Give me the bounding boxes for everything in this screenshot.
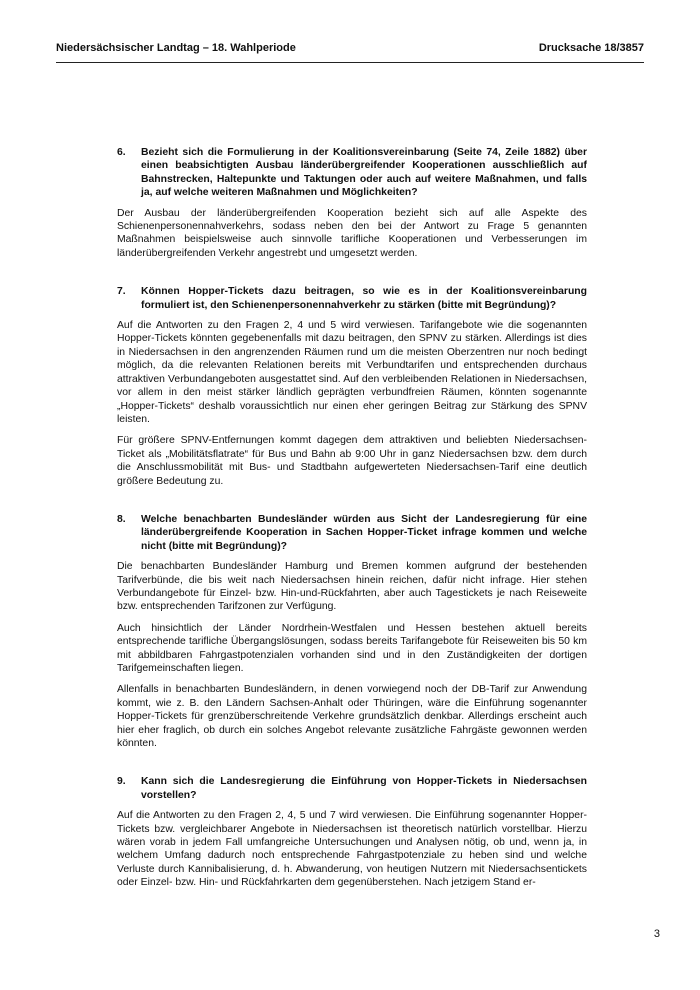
question-number: 8. [117, 513, 126, 525]
header-document-number: Drucksache 18/3857 [538, 42, 644, 54]
question [117, 513, 587, 553]
document-body [117, 146, 587, 915]
answer-paragraph: Auf die Antworten zu den Fragen 2, 4, 5 und 7 wird verwiesen. Die Einführung sogenannter Hopper-Tickets bzw. vergleichbarer Angebote in Niedersachsen ist theoretisch natürlich vorstellbar. Hierzu wären vorab in jedem Fall umfangreiche Untersuchungen und Analysen nötig, ob und, wenn ja, in welchem Umfang dadurch noch entsprechende Fahrgastpotenziale zu heben sind und welche Verluste durch Kannibalisierung, d. h. Abwanderung, von heutigen Nutzern mit Niedersachsentickets oder Einzel- bzw. Hin- und Rückfahrkarten dem gegenüberstehen. Nach jetzigem Stand er- [117, 810, 587, 889]
question-text: Bezieht sich die Formulierung in der Koalitionsvereinbarung (Seite 74, Zeile 1882) über einen beabsichtigten Ausbau länderübergreifender Kooperationen ausschließlich auf Bahnstrecken, Haltepunkte und Taktungen oder auch auf weitere Maßnahmen, und falls ja, auf welche weiteren Maßnahmen und Möglichkeiten? [141, 147, 587, 199]
answer-paragraph: Die benachbarten Bundesländer Hamburg und Bremen kommen aufgrund der bestehenden Tarifverbünde, die bis weit nach Niedersachsen hinein reichen, dafür nicht infrage. Hier stehen Verbundangebote für Einzel- bzw. Hin-und-Rückfahrten, aber auch Tagestickets je nach Reiseweite bzw. entsprechenden Tarifzonen zur Verfügung. [117, 561, 587, 613]
answer-paragraph: Auf die Antworten zu den Fragen 2, 4 und 5 wird verwiesen. Tarifangebote wie die sogenannten Hopper-Tickets könnten gegebenenfalls mit dazu beitragen, den SPNV zu stärken. Allerdings ist dies in Niedersachsen in den angrenzenden Räumen rund um die meisten Oberzentren nur noch bedingt möglich, da die relevanten Relationen bereits mit Verbundtarifen und entsprechenden durchaus attraktiven Verbundangeboten ausgestattet sind. Auf den verbleibenden Relationen in Niedersachsen, vor allem in den meist stärker ländlich geprägten verbundfreien Räumen, könnten sogenannte „Hopper-Tickets“ deshalb voraussichtlich nur einen eher geringen Beitrag zur Stärkung des SPNV leisten. [117, 320, 587, 425]
question-text: Kann sich die Landesregierung die Einführung von Hopper-Tickets in Niedersachsen vorstellen? [141, 776, 587, 801]
question-number: 7. [117, 286, 126, 298]
page-header [56, 38, 644, 63]
qa-section [117, 513, 587, 751]
question-number: 9. [117, 776, 126, 788]
answer-paragraph: Allenfalls in benachbarten Bundesländern, in denen vorwiegend noch der DB-Tarif zur Anwendung kommt, wie z. B. den Ländern Sachsen-Anhalt oder Thüringen, wäre die Einführung sogenannter Hopper-Tickets für grenzüberschreitende Verkehre grundsätzlich denkbar. Allerdings erscheint auch hier eher fraglich, ob durch ein solches Angebot relevante zusätzliche Fahrgäste gewonnen werden könnten. [117, 684, 587, 750]
answer-paragraph: Für größere SPNV-Entfernungen kommt dagegen dem attraktiven und beliebten Niedersachsen-Ticket als „Mobilitätsflatrate“ für Bus und Bahn ab 9:00 Uhr in ganz Niedersachsen bzw. dem durch die Anschlussmobilität mit Bus- und Stadtbahn aufgewerteten Niedersachsen-Tarif eine deutlich größere Bedeutung zu. [117, 435, 587, 487]
question-text: Können Hopper-Tickets dazu beitragen, so wie es in der Koalitionsvereinbarung formuliert ist, den Schienenpersonennahverkehr zu stärken (bitte mit Begründung)? [141, 286, 587, 311]
qa-section [117, 285, 587, 488]
answer-paragraph: Auch hinsichtlich der Länder Nordrhein-Westfalen und Hessen bestehen aktuell bereits entsprechende tarifliche Übergangslösungen, sodass bereits Tarifangebote für Reiseweiten bis 50 km mit abbildbaren Fahrgastpotenzialen vorhanden sind und in den Zuständigkeiten der dortigen Tarifgemeinschaften liegen. [117, 622, 587, 674]
qa-section [117, 775, 587, 889]
question-text: Welche benachbarten Bundesländer würden aus Sicht der Landesregierung für eine länderübergreifende Kooperation in Sachen Hopper-Ticket infrage kommen und welche nicht (bitte mit Begründung)? [141, 513, 587, 552]
question-number: 6. [117, 147, 126, 158]
page-number: 3 [653, 928, 660, 940]
qa-section [117, 146, 587, 260]
answer-paragraph: Der Ausbau der länderübergreifenden Kooperation bezieht sich auf alle Aspekte des Schienenpersonennahverkehrs, sodass neben den bei der Antwort zu Frage 5 genannten Maßnahmen beispielsweise auch sinnvolle tarifliche Kooperationen und Verbesserungen im länderübergreifenden Verkehr angestrebt und umgesetzt werden. [117, 207, 587, 259]
header-title: Niedersächsischer Landtag – 18. Wahlperiode [56, 42, 296, 54]
question [117, 775, 587, 802]
question [117, 285, 587, 312]
question [117, 146, 587, 200]
